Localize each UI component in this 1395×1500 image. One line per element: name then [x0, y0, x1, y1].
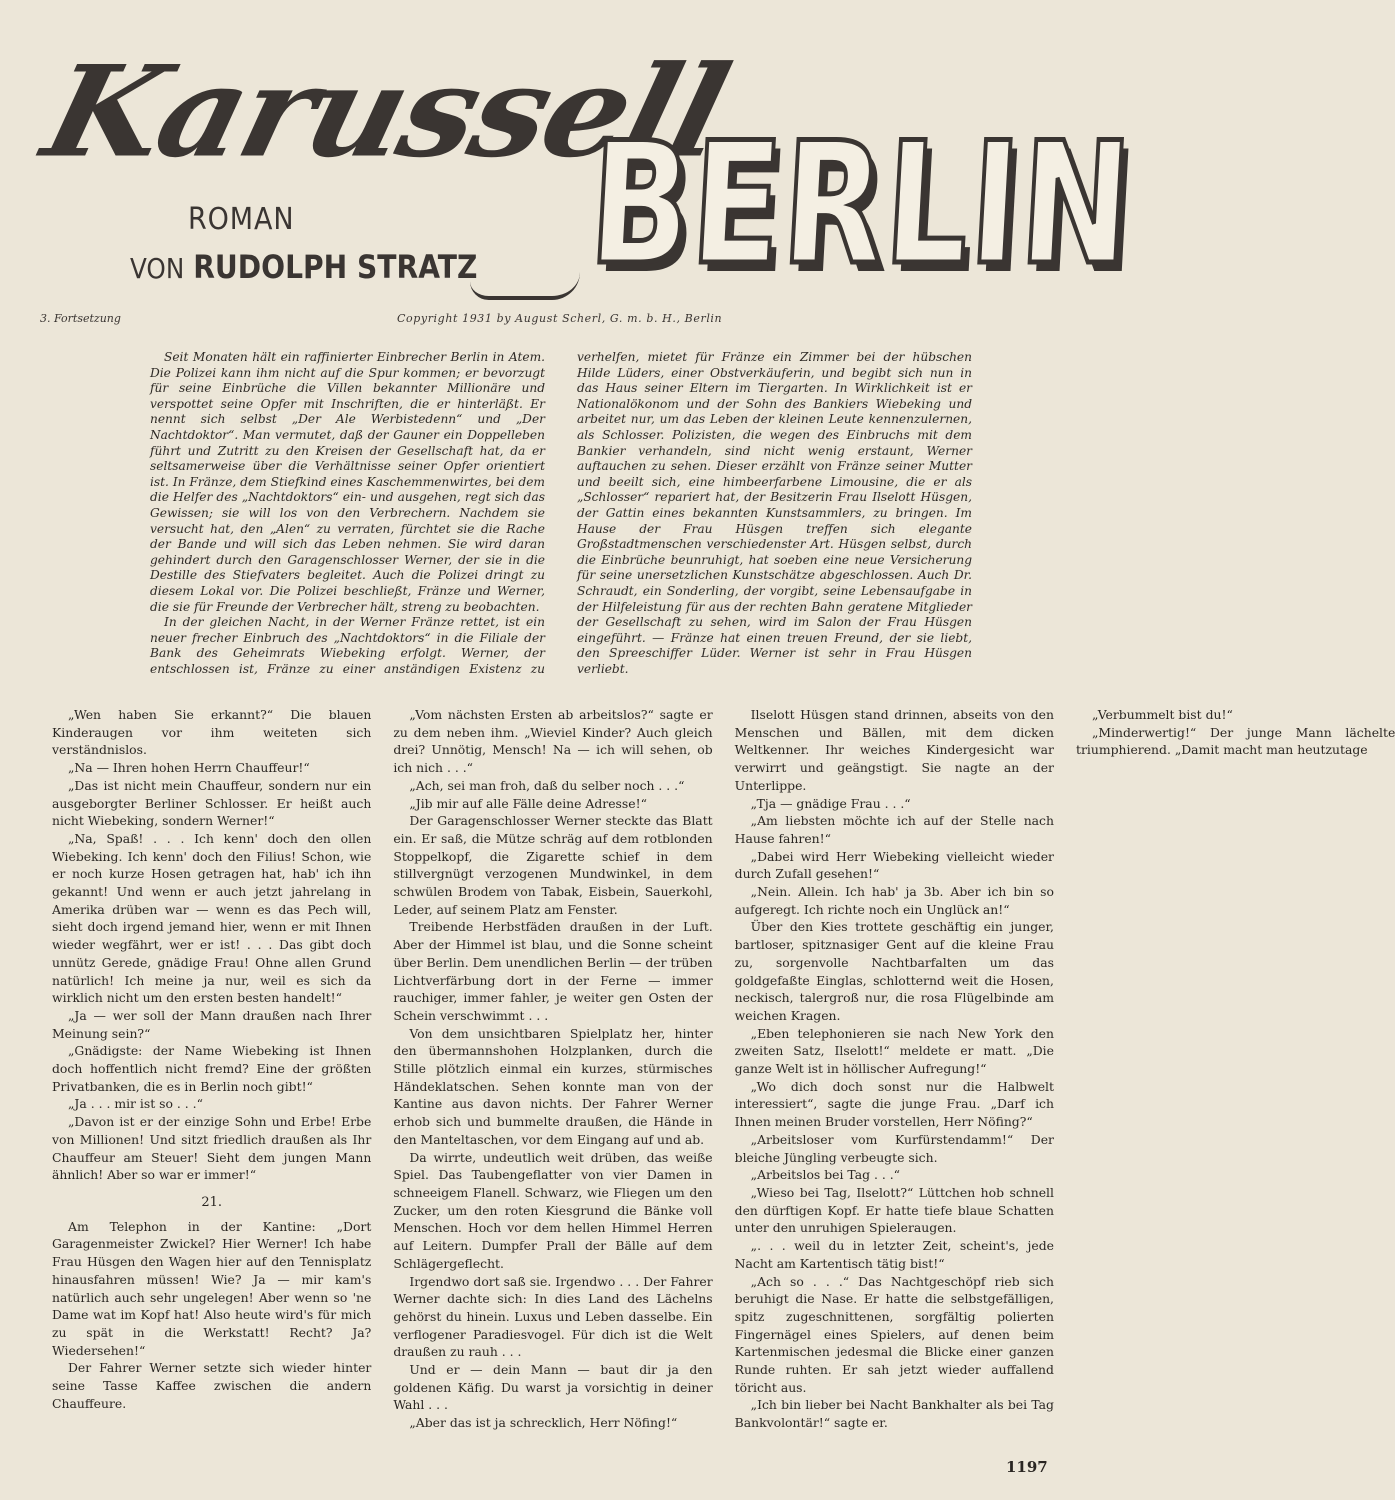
story-paragraph: „Wen haben Sie erkannt?“ Die blauen Kinderaugen vor ihm weiteten sich verständnislos.	[52, 707, 372, 758]
story-paragraph: „Ach so . . .“ Das Nachtgeschöpf rieb sich beruhigt die Nase. Er hatte die selbstgefälligen, spitz zugeschnittenen, sorgfältig polierten Fingernägel eines Spielers, auf denen beim Kartenmischen jedesmal die Blicke einer ganzen Runde ruhten. Er sah jetzt wieder auffallend töricht aus.	[734, 1273, 1054, 1395]
story-paragraph: Am Telephon in der Kantine: „Dort Garagenmeister Zwickel? Hier Werner! Ich habe Frau Hüsgen den Wagen hier auf den Tennisplatz hinausfahren müssen! Wie? Ja — mir kam's natürlich auch sehr ungelegen! Aber wenn so 'ne Dame wat im Kopf hat! Also heute wird's für mich zu spät in die Werkstatt! Recht? Ja? Wiedersehen!“	[52, 1218, 372, 1358]
synopsis	[150, 350, 972, 690]
story-paragraph: Treibende Herbstfäden draußen in der Luft. Aber der Himmel ist blau, und die Sonne scheint über Berlin. Dem unendlichen Berlin — der trüben Lichtverfärbung dort in der Ferne — immer rauchiger, immer fahler, je weiter gen Osten der Schein verschwimmt . . .	[393, 919, 713, 1023]
story-body	[52, 706, 1395, 1436]
story-paragraph: „Ach, sei man froh, daß du selber noch . . .“	[409, 777, 685, 793]
story-paragraph: „Jib mir auf alle Fälle deine Adresse!“	[409, 795, 647, 811]
page-number: 1197	[1006, 1458, 1048, 1476]
story-paragraph: Da wirrte, undeutlich weit drüben, das weiße Spiel. Das Taubengeflatter von vier Damen in schneeigem Flanell. Schwarz, wie Fliegen um den Zucker, um den roten Kiesgrund die Bänke voll Menschen. Hoch vor dem hellen Himmel Herren auf Leitern. Dumpfer Prall der Bälle auf dem Schlägergeflecht.	[393, 1149, 713, 1271]
synopsis-paragraph: In der gleichen Nacht, in der Werner Fränze rettet, ist ein neuer frecher Einbruch des „Nachtdoktors“ in die Filiale der Bank des Geheimrats Wiebeking erfolgt. Werner, der entschlossen ist, Fränze zu einer anständigen Existenz zu verhelfen, mietet für Fränze ein Zimmer bei der hübschen Hilde Lüders, einer Obstverkäuferin, und begibt sich nun in das Haus seiner Eltern im Tiergarten. In Wirklichkeit ist er Nationalökonom und der Sohn des Bankiers Wiebeking und arbeitet nur, um das Leben der kleinen Leute kennenzulernen, als Schlosser. Polizisten, die wegen des Einbruchs mit dem Bankier verhandeln, sind nicht wenig erstaunt, Werner auftauchen zu sehen. Dieser erzählt von Fränze seiner Mutter und beeilt sich, eine himbeerfarbene Limousine, die er als „Schlosser“ repariert hat, der Besitzerin Frau Ilselott Hüsgen, der Gattin eines bekannten Kunstsammlers, zu bringen. Im Hause der Frau Hüsgen treffen sich elegante Großstadtmenschen verschiedenster Art. Hüsgen selbst, durch die Einbrüche beunruhigt, hat soeben eine neue Versicherung für seine unersetzlichen Kunstschätze abgeschlossen. Auch Dr. Schraudt, ein Sonderling, der vorgibt, seine Lebensaufgabe in der Hilfeleistung für aus der rechten Bahn geratene Mitglieder der Gesellschaft zu sehen, wird im Salon der Frau Hüsgen eingeführt. — Fränze hat einen treuen Freund, der sie liebt, den Spreeschiffer Lüder. Werner ist sehr in Frau Hüsgen verliebt.	[150, 350, 972, 676]
title-block-letters: BERLIN	[585, 106, 1138, 302]
story-paragraph: „Am liebsten möchte ich auf der Stelle nach Hause fahren!“	[734, 813, 1054, 846]
story-paragraph: „Arbeitsloser vom Kurfürstendamm!“ Der bleiche Jüngling verbeugte sich.	[734, 1131, 1054, 1165]
story-paragraph: „Ja . . . mir ist so . . .“	[68, 1096, 203, 1112]
title-script: Karussell	[31, 38, 740, 186]
story-paragraph: Ilselott Hüsgen stand drinnen, abseits von den Menschen und Bällen, mit dem dicken Weltkenner. Ihr weiches Kindergesicht war verwirrt und geängstigt. Sie nagte an der Unterlippe.	[734, 707, 1054, 793]
story-paragraph: Über den Kies trottete geschäftig ein junger, bartloser, spitznasiger Gent auf die kleine Frau zu, sorgenvolle Nachtbarfalten um das goldgefaßte Einglas, schlotternd weit die Hosen, neckisch, talergroß nur, die rosa Flügelbinde am weichen Kragen.	[734, 919, 1054, 1023]
author-prefix: VON	[130, 252, 185, 285]
story-paragraph: „Na — Ihren hohen Herrn Chauffeur!“	[68, 760, 310, 776]
author-name: RUDOLPH STRATZ	[193, 248, 478, 286]
story-paragraph: „Ich bin lieber bei Nacht Bankhalter als bei Tag Bankvolontär!“ sagte er.	[734, 1397, 1054, 1431]
story-paragraph: „Verbummelt bist du!“	[1091, 707, 1233, 722]
story-paragraph: „Gnädigste: der Name Wiebeking ist Ihnen doch hoffentlich nicht fremd? Eine der größten Privatbanken, die es in Berlin noch gibt!“	[52, 1043, 372, 1094]
story-paragraph: „. . . weil du in letzter Zeit, scheint's, jede Nacht am Kartentisch tätig bist!“	[734, 1238, 1054, 1271]
installment-label: 3. Fortsetzung	[40, 312, 121, 325]
masthead	[31, 38, 1138, 310]
genre-label: ROMAN	[188, 202, 295, 237]
story-paragraph: „Arbeitslos bei Tag . . .“	[750, 1167, 900, 1183]
synopsis-paragraph: Seit Monaten hält ein raffinierter Einbrecher Berlin in Atem. Die Polizei kann ihm nicht auf die Spur kommen; er bevorzugt für seine Einbrüche die Villen bekannter Millionäre und verspottet seine Opfer mit Inschriften, die er hinterläßt. Er nennt sich selbst „Der Ale Werbistedenn“ und „Der Nachtdoktor“. Man vermutet, daß der Gauner ein Doppelleben führt und Zutritt zu den Kreisen der Gesellschaft hat, da er seltsamerweise über die Verhältnisse seiner Opfer orientiert ist. In Fränze, dem Stiefkind eines Kaschemmenwirtes, bei dem die Helfer des „Nachtdoktors“ ein- und ausgehen, regt sich das Gewissen; sie will los von den Verbrechern. Nachdem sie versucht hat, den „Alen“ zu verraten, fürchtet sie die Rache der Bande und will sich das Leben nehmen. Sie wird daran gehindert durch den Garagenschlosser Werner, der sie in die Destille des Stiefvaters begleitet. Auch die Polizei dringt zu diesem Lokal vor. Die Polizei beschließt, Fränze und Werner, die sie für Freunde der Verbrecher hält, streng zu beobachten.	[150, 350, 545, 614]
author-swash-decoration	[470, 272, 580, 300]
story-paragraph: „Wieso bei Tag, Ilselott?“ Lüttchen hob schnell den dürftigen Kopf. Er hatte tiefe blaue Schatten unter den unruhigen Spieleraugen.	[734, 1184, 1054, 1236]
story-paragraph: „Tja — gnädige Frau . . .“	[750, 795, 911, 811]
story-paragraph: „Na, Spaß! . . . Ich kenn' doch den ollen Wiebeking. Ich kenn' doch den Filius! Schon, wie er noch kurze Hosen getragen hat, hab' ich ihn gekannt! Und wenn er auch jetzt jahrelang in Amerika drüben war — wenn es das Pech will, sieht doch irgend jemand hier, wenn er mit Ihnen wieder wegfährt, wer er ist! . . . Das gibt doch unnütz Gerede, gnädige Frau! Ohne allen Grund natürlich! Ich meine ja nur, weil es sich da wirklich nicht um den ersten besten handelt!“	[52, 830, 372, 1006]
story-paragraph: Und er — dein Mann — baut dir ja den goldenen Käfig. Du warst ja vorsichtig in deiner Wahl . . .	[393, 1362, 713, 1413]
story-paragraph: Irgendwo dort saß sie. Irgendwo . . . Der Fahrer Werner dachte sich: In dies Land des Lächelns gehörst du hinein. Luxus und Leben dasselbe. Ein verflogener Paradiesvogel. Für dich ist die Welt draußen zu rauh . . .	[393, 1273, 713, 1360]
story-paragraph: „Dabei wird Herr Wiebeking vielleicht wieder durch Zufall gesehen!“	[734, 848, 1054, 882]
story-paragraph: „Ja — wer soll der Mann draußen nach Ihrer Meinung sein?“	[52, 1007, 372, 1041]
story-paragraph: „Minderwertig!“ Der junge Mann lächelte triumphierend. „Damit macht man heutzutage	[1075, 724, 1395, 758]
story-paragraph: „Wo dich doch sonst nur die Halbwelt interessiert“, sagte die junge Frau. „Darf ich Ihnen meinen Bruder vorstellen, Herr Nöfing?“	[734, 1078, 1054, 1130]
story-paragraph: „Vom nächsten Ersten ab arbeitslos?“ sagte er zu dem neben ihm. „Wieviel Kinder? Auch gleich drei? Unnötig, Mensch! Na — ich will sehen, ob ich nich . . .“	[393, 707, 713, 776]
copyright-notice: Copyright 1931 by August Scherl, G. m. b. H., Berlin	[397, 312, 723, 325]
story-paragraph: Der Garagenschlosser Werner steckte das Blatt ein. Er saß, die Mütze schräg auf dem rotblonden Stoppelkopf, die Zigarette schief in dem stillvergnügt verzogenen Mundwinkel, in dem schwülen Brodem von Tabak, Eisbein, Sauerkohl, Leder, auf seinem Platz am Fenster.	[393, 813, 713, 917]
story-paragraph: „Aber das ist ja schrecklich, Herr Nöfing!“	[409, 1415, 678, 1431]
chapter-number: 21.	[201, 1194, 222, 1210]
story-paragraph: „Eben telephonieren sie nach New York den zweiten Satz, Ilselott!“ meldete er matt. „Die ganze Welt ist in höllischer Aufregung!“	[734, 1025, 1054, 1077]
author-line	[130, 248, 477, 286]
story-paragraph: „Nein. Allein. Ich hab' ja 3b. Aber ich bin so aufgeregt. Ich richte noch ein Unglück an!“	[734, 884, 1054, 917]
story-paragraph: „Davon ist er der einzige Sohn und Erbe! Erbe von Millionen! Und sitzt friedlich draußen als Ihr Chauffeur am Steuer! Sieht dem jungen Mann ähnlich! Aber so war er immer!“	[52, 1114, 372, 1183]
story-paragraph: „Das ist nicht mein Chauffeur, sondern nur ein ausgeborgter Berliner Schlosser. Er heißt auch nicht Wiebeking, sondern Werner!“	[52, 777, 372, 829]
story-paragraph: Von dem unsichtbaren Spielplatz her, hinter den übermannshohen Holzplanken, durch die Stille plötzlich einmal ein kurzes, stürmisches Händeklatschen. Sehen konnte man von der Kantine aus davon nichts. Der Fahrer Werner erhob sich und bummelte draußen, die Hände in den Manteltaschen, vor dem Eingang auf und ab.	[393, 1025, 713, 1147]
story-paragraph: Der Fahrer Werner setzte sich wieder hinter seine Tasse Kaffee zwischen die andern Chauffeure.	[52, 1360, 372, 1411]
